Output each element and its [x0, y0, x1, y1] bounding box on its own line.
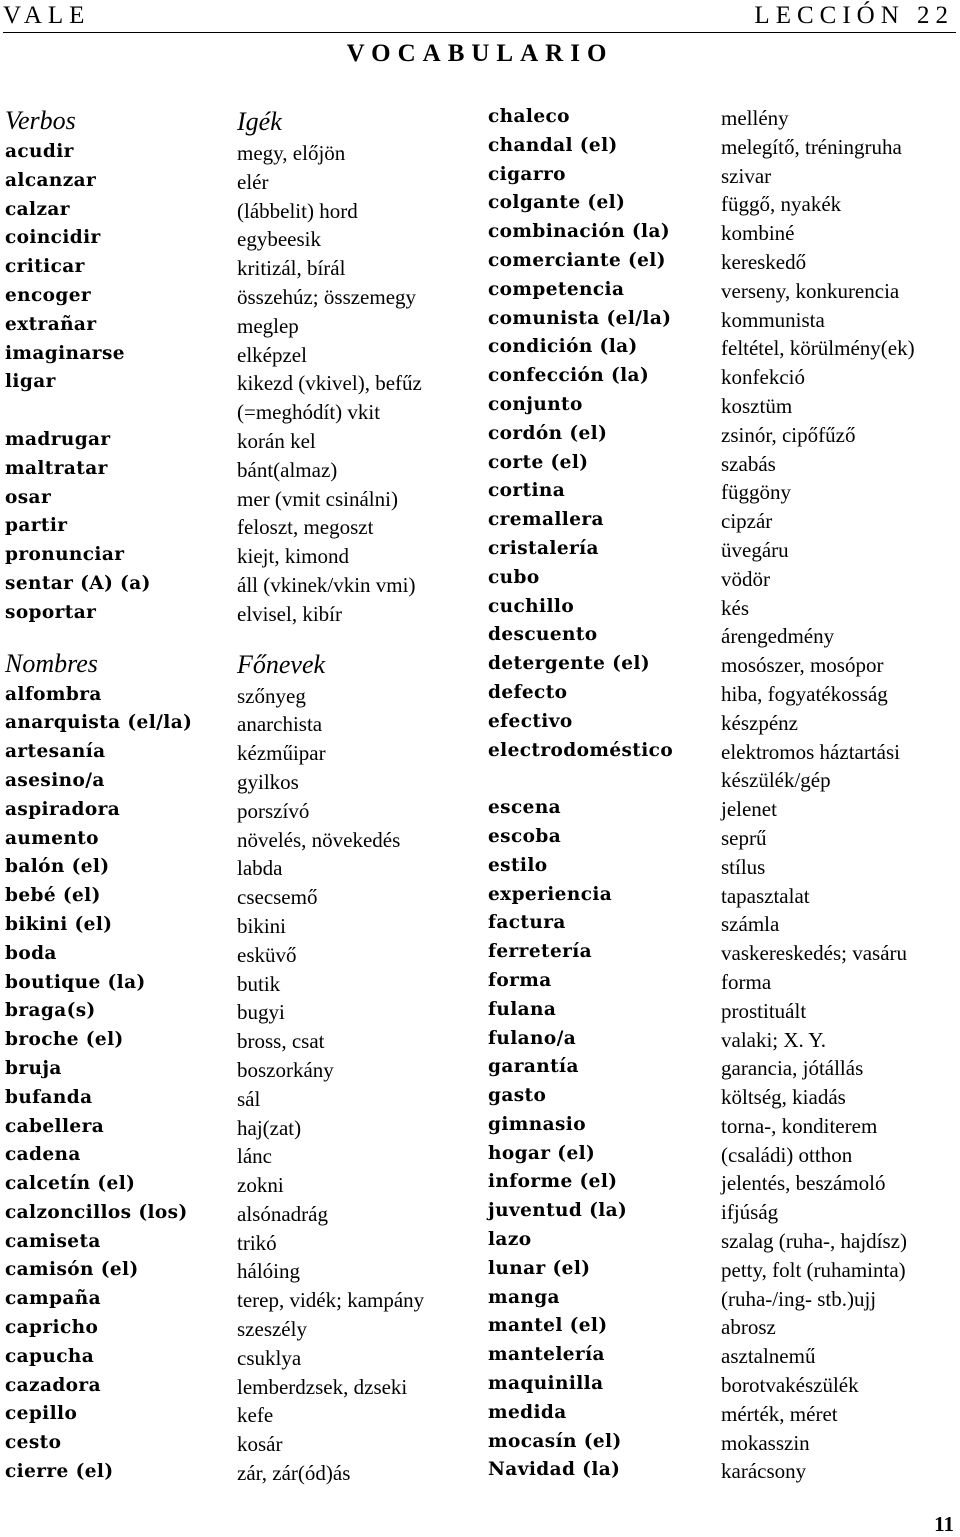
spanish-term: aspiradora: [5, 798, 121, 820]
column-spanish-1: [5, 103, 230, 1487]
spanish-term: aumento: [5, 827, 99, 849]
hungarian-translation: kefe: [237, 1403, 274, 1428]
spanish-term: encoger: [5, 284, 92, 306]
spanish-term: cepillo: [5, 1403, 78, 1425]
hungarian-translation: haj(zat): [237, 1115, 302, 1140]
spanish-term: cigarro: [488, 163, 566, 185]
spanish-term: hogar (el): [488, 1142, 596, 1164]
spanish-term: escoba: [488, 825, 562, 847]
spanish-term: madrugar: [5, 428, 111, 450]
spanish-term: experiencia: [488, 883, 613, 905]
spanish-term: cierre (el): [5, 1461, 114, 1483]
hungarian-translation: készülék/gép: [721, 768, 831, 793]
hungarian-translation: elektromos háztartási: [721, 739, 901, 764]
hungarian-translation: melegítő, tréningruha: [721, 134, 902, 159]
hungarian-translation: seprű: [721, 825, 767, 850]
hungarian-translation: verseny, konkurencia: [721, 278, 900, 303]
spanish-term: alfombra: [5, 683, 102, 705]
hungarian-translation: kosztüm: [721, 393, 793, 418]
hungarian-translation: zokni: [237, 1173, 284, 1198]
hungarian-translation: megy, előjön: [237, 141, 346, 165]
spanish-term: cubo: [488, 566, 540, 588]
hungarian-translation: sál: [237, 1086, 261, 1111]
spanish-term: mocasín (el): [488, 1430, 622, 1452]
spanish-term: cremallera: [488, 509, 604, 531]
spanish-term: factura: [488, 912, 566, 934]
hungarian-translation: valaki; X. Y.: [721, 1027, 826, 1052]
spanish-term: bruja: [5, 1057, 62, 1079]
spanish-term: imaginarse: [5, 342, 125, 364]
hungarian-translation: növelés, növekedés: [237, 827, 401, 852]
spanish-term: chandal (el): [488, 134, 618, 156]
spanish-term: boutique (la): [5, 971, 146, 993]
spanish-term: cuchillo: [488, 595, 575, 617]
column-spanish-2: [488, 103, 713, 1485]
hungarian-translation: (=meghódít) vkit: [237, 400, 381, 425]
spanish-term: cordón (el): [488, 422, 608, 444]
hungarian-translation: asztalnemű: [721, 1344, 816, 1369]
spanish-term: competencia: [488, 278, 625, 300]
spanish-term: colgante (el): [488, 192, 626, 214]
hungarian-translation: áll (vkinek/vkin vmi): [237, 572, 416, 597]
section-spacer: [237, 629, 477, 647]
hungarian-translation: borotvakészülék: [721, 1373, 859, 1398]
spanish-term: forma: [488, 969, 552, 991]
spanish-term: asesino/a: [5, 769, 105, 791]
spanish-term: electrodoméstico: [488, 739, 674, 761]
spanish-term: braga(s): [5, 1000, 96, 1022]
section-spacer: [5, 628, 230, 646]
spanish-term: extrañar: [5, 313, 97, 335]
spanish-term: boda: [5, 942, 57, 964]
hungarian-translation: kritizál, bírál: [237, 256, 346, 281]
spanish-term: lazo: [488, 1229, 532, 1251]
hungarian-translation: porszívó: [237, 798, 310, 823]
hungarian-translation: mokasszin: [721, 1430, 810, 1455]
hungarian-translation: szabás: [721, 451, 776, 476]
hungarian-translation: jelenet: [721, 797, 777, 822]
spanish-term: fulano/a: [488, 1027, 577, 1049]
spanish-term: detergente (el): [488, 653, 650, 675]
hungarian-translation: kereskedő: [721, 249, 807, 274]
spanish-term: lunar (el): [488, 1257, 591, 1279]
page-title: VOCABULARIO: [346, 40, 614, 67]
spanish-term: fulana: [488, 998, 557, 1020]
hungarian-translation: vaskereskedés; vasáru: [721, 941, 908, 966]
hungarian-translation: szőnyeg: [237, 683, 306, 708]
hungarian-translation: abrosz: [721, 1315, 776, 1340]
spanish-term: camisón (el): [5, 1259, 139, 1281]
spanish-term: pronunciar: [5, 544, 125, 566]
spanish-term: medida: [488, 1401, 567, 1423]
hungarian-translation: szivar: [721, 163, 772, 188]
hungarian-translation: feltétel, körülmény(ek): [721, 336, 915, 361]
spanish-term: conjunto: [488, 393, 583, 415]
spanish-term: cabellera: [5, 1115, 105, 1137]
spanish-term: calzar: [5, 198, 70, 220]
hungarian-translation: terep, vidék; kampány: [237, 1288, 425, 1313]
spanish-term: alcanzar: [5, 169, 97, 191]
spanish-term: garantía: [488, 1056, 579, 1078]
hungarian-translation: anarchista: [237, 712, 323, 737]
spanish-term: capricho: [5, 1317, 99, 1339]
spanish-term: condición (la): [488, 336, 638, 358]
hungarian-translation: mérték, méret: [721, 1401, 838, 1426]
hungarian-translation: (ruha-/ing- stb.)ujj: [721, 1286, 877, 1311]
hungarian-translation: forma: [721, 969, 772, 994]
spanish-term: comerciante (el): [488, 249, 666, 271]
spanish-term: ligar: [5, 371, 56, 393]
spanish-term: maltratar: [5, 457, 108, 479]
hungarian-translation: korán kel: [237, 428, 316, 453]
spanish-term: capucha: [5, 1345, 95, 1367]
spanish-term: partir: [5, 515, 68, 537]
spanish-term: cadena: [5, 1144, 81, 1166]
hungarian-translation: számla: [721, 912, 780, 937]
hungarian-translation: kosár: [237, 1432, 283, 1457]
hungarian-translation: költség, kiadás: [721, 1085, 846, 1110]
hungarian-translation: függő, nyakék: [721, 192, 842, 217]
spanish-term: soportar: [5, 601, 97, 623]
hungarian-translation: torna-, konditerem: [721, 1113, 878, 1138]
hungarian-translation: összehúz; összemegy: [237, 284, 417, 309]
hungarian-translation: kikezd (vkivel), befűz: [237, 371, 422, 396]
spanish-term: acudir: [5, 141, 74, 162]
spanish-term: combinación (la): [488, 221, 671, 243]
column-hungarian-2: [721, 104, 957, 1486]
hungarian-translation: csuklya: [237, 1345, 302, 1370]
section-heading: Főnevek: [237, 649, 326, 679]
hungarian-translation: bugyi: [237, 1000, 285, 1025]
spanish-term: descuento: [488, 624, 598, 646]
section-heading: Verbos: [5, 106, 76, 135]
section-heading: Nombres: [5, 648, 98, 678]
page-number: 11: [934, 1512, 954, 1536]
section-heading: Igék: [237, 107, 282, 136]
hungarian-translation: bross, csat: [237, 1029, 325, 1054]
hungarian-translation: kézműipar: [237, 741, 326, 766]
hungarian-translation: lemberdzsek, dzseki: [237, 1374, 408, 1399]
spanish-term: anarquista (el/la): [5, 712, 193, 734]
spanish-term: broche (el): [5, 1029, 124, 1051]
hungarian-translation: jelentés, beszámoló: [721, 1171, 886, 1196]
spanish-term: informe (el): [488, 1171, 618, 1193]
spanish-term: Navidad (la): [488, 1459, 621, 1481]
spanish-term: defecto: [488, 681, 568, 703]
spanish-term: mantel (el): [488, 1315, 608, 1337]
spanish-term: criticar: [5, 256, 85, 278]
hungarian-translation: tapasztalat: [721, 883, 810, 908]
spanish-term: juventud (la): [488, 1200, 628, 1222]
header-lesson-right: LECCIÓN 22: [754, 2, 954, 29]
hungarian-translation: készpénz: [721, 710, 798, 735]
spanish-term: sentar (A) (a): [5, 572, 151, 594]
spanish-term: [488, 765, 713, 794]
spanish-term: calcetín (el): [5, 1173, 136, 1195]
spanish-term: bufanda: [5, 1086, 93, 1108]
hungarian-translation: butik: [237, 971, 281, 996]
spanish-term: comunista (el/la): [488, 307, 672, 329]
hungarian-translation: mosószer, mosópor: [721, 653, 884, 678]
hungarian-translation: boszorkány: [237, 1057, 334, 1082]
hungarian-translation: függöny: [721, 480, 791, 505]
spanish-term: artesanía: [5, 741, 106, 763]
hungarian-translation: cipzár: [721, 509, 773, 534]
hungarian-translation: bánt(almaz): [237, 457, 338, 482]
header-title-left: VALE: [3, 2, 91, 29]
spanish-term: camiseta: [5, 1230, 101, 1252]
hungarian-translation: konfekció: [721, 365, 805, 390]
spanish-term: bikini (el): [5, 913, 113, 935]
hungarian-translation: szeszély: [237, 1317, 307, 1342]
hungarian-translation: elér: [237, 169, 269, 194]
hungarian-translation: karácsony: [721, 1459, 807, 1484]
hungarian-translation: mer (vmit csinálni): [237, 486, 398, 511]
hungarian-translation: labda: [237, 856, 283, 881]
hungarian-translation: feloszt, megoszt: [237, 515, 374, 540]
hungarian-translation: kés: [721, 595, 749, 620]
hungarian-translation: stílus: [721, 854, 766, 879]
hungarian-translation: (családi) otthon: [721, 1142, 853, 1167]
hungarian-translation: üvegáru: [721, 537, 789, 562]
hungarian-translation: kiejt, kimond: [237, 544, 349, 569]
hungarian-translation: vödör: [721, 566, 770, 591]
hungarian-translation: garancia, jótállás: [721, 1056, 864, 1081]
spanish-term: escena: [488, 797, 562, 819]
spanish-term: cristalería: [488, 537, 599, 559]
spanish-term: ferretería: [488, 941, 593, 963]
spanish-term: [5, 397, 230, 426]
hungarian-translation: elképzel: [237, 342, 307, 367]
spanish-term: efectivo: [488, 710, 573, 732]
hungarian-translation: csecsemő: [237, 885, 318, 910]
spanish-term: cortina: [488, 480, 566, 502]
hungarian-translation: árengedmény: [721, 624, 835, 649]
spanish-term: manga: [488, 1286, 560, 1308]
hungarian-translation: elvisel, kibír: [237, 601, 342, 626]
spanish-term: balón (el): [5, 856, 110, 878]
spanish-term: bebé (el): [5, 885, 101, 907]
hungarian-translation: hiba, fogyatékosság: [721, 681, 888, 706]
spanish-term: confección (la): [488, 365, 650, 387]
spanish-term: gasto: [488, 1085, 547, 1107]
header-divider: [3, 32, 956, 33]
hungarian-translation: kommunista: [721, 307, 825, 332]
hungarian-translation: kombiné: [721, 221, 795, 246]
hungarian-translation: alsónadrág: [237, 1201, 328, 1226]
column-hungarian-1: [237, 104, 477, 1488]
hungarian-translation: hálóing: [237, 1259, 300, 1284]
spanish-term: coincidir: [5, 227, 101, 249]
spanish-term: corte (el): [488, 451, 589, 473]
spanish-term: maquinilla: [488, 1373, 604, 1395]
spanish-term: cesto: [5, 1432, 62, 1454]
hungarian-translation: gyilkos: [237, 769, 299, 794]
spanish-term: estilo: [488, 854, 548, 876]
hungarian-translation: lánc: [237, 1144, 272, 1169]
hungarian-translation: ifjúság: [721, 1200, 779, 1225]
hungarian-translation: (lábbelit) hord: [237, 198, 358, 223]
hungarian-translation: szalag (ruha-, hajdísz): [721, 1229, 907, 1254]
spanish-term: mantelería: [488, 1344, 605, 1366]
spanish-term: chaleco: [488, 106, 570, 127]
hungarian-translation: mellény: [721, 106, 789, 130]
hungarian-translation: zsinór, cipőfűző: [721, 422, 856, 447]
hungarian-translation: petty, folt (ruhaminta): [721, 1257, 906, 1282]
hungarian-translation: esküvő: [237, 942, 297, 967]
hungarian-translation: zár, zár(ód)ás: [237, 1461, 351, 1486]
spanish-term: cazadora: [5, 1374, 101, 1396]
spanish-term: gimnasio: [488, 1113, 586, 1135]
hungarian-translation: egybeesik: [237, 227, 321, 252]
spanish-term: campaña: [5, 1288, 101, 1310]
spanish-term: osar: [5, 486, 52, 508]
hungarian-translation: bikini: [237, 913, 287, 938]
hungarian-translation: prostituált: [721, 998, 807, 1023]
spanish-term: calzoncillos (los): [5, 1201, 188, 1223]
hungarian-translation: meglep: [237, 313, 299, 338]
hungarian-translation: trikó: [237, 1230, 277, 1255]
